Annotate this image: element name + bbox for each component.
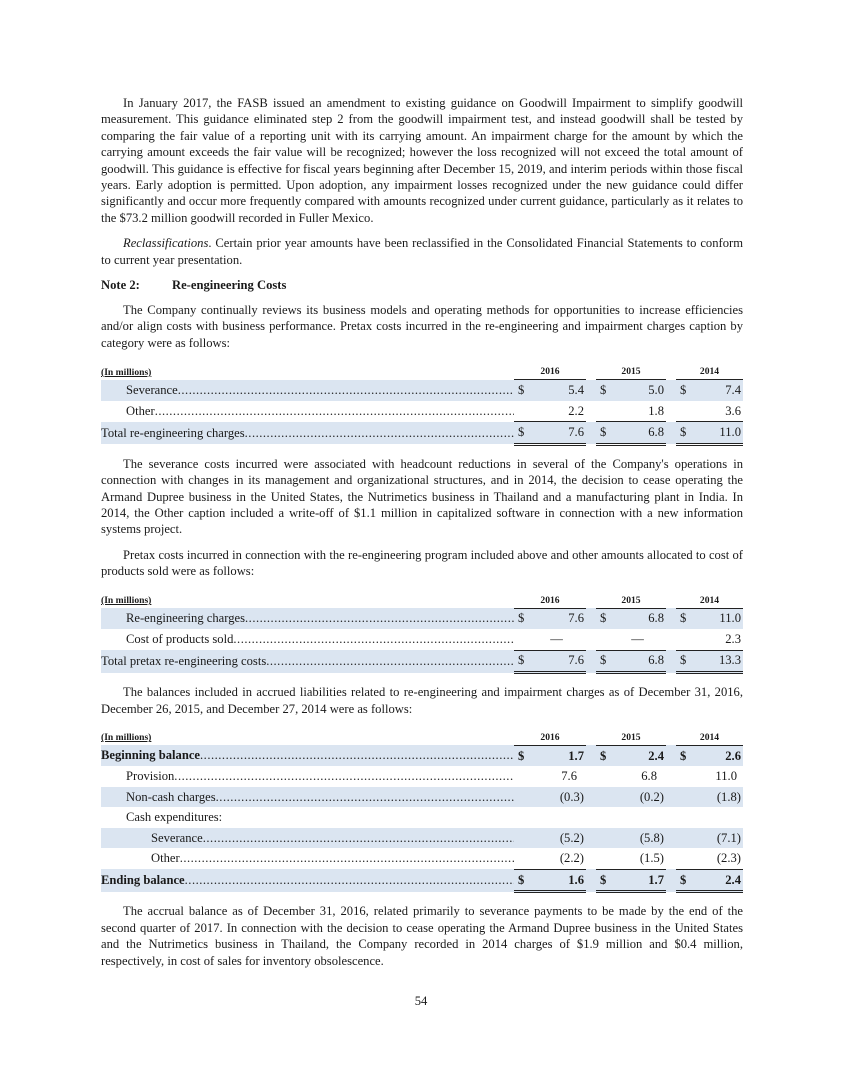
year-header: 2014 [676, 590, 743, 609]
row-label: Other [151, 851, 180, 866]
year-header: 2014 [676, 727, 743, 746]
note-title: Re-engineering Costs [172, 278, 287, 293]
year-header: 2015 [596, 727, 666, 746]
table-row [101, 650, 743, 673]
table-row [101, 869, 743, 892]
currency-symbol: $ [596, 650, 611, 673]
currency-symbol: $ [676, 869, 691, 892]
cell-value: 6.8 [611, 650, 666, 673]
cell-value: 5.4 [529, 380, 586, 401]
row-label: Severance [151, 830, 203, 845]
note2-intro-paragraph: The Company continually reviews its business models and operating methods for opportunities to increase efficiencies and/or align costs with business performance. Pretax costs incurred in the re-engineering and impairment charges caption by category were as follows: [101, 303, 743, 350]
cell-value: (1.8) [691, 787, 743, 808]
currency-symbol: $ [596, 745, 611, 766]
cell-value: 11.0 [715, 769, 737, 784]
page-number: 54 [414, 994, 428, 1008]
goodwill-paragraph: In January 2017, the FASB issued an amendment to existing guidance on Goodwill Impairment to simplify goodwill measurement. This guidance eliminated step 2 from the goodwill impairment test, and instead goodwill shall be tested by comparing the fair value of a reporting unit with its carrying amount. An impairment charge for the amount by which the carrying amount exceeds the fair value will be recognized; however the loss recognized will not exceed the total amount of goodwill. This guidance is effective for fiscal years beginning after December 15, 2019, and interim periods within those fiscal years. Early adoption is permitted. Upon adoption, any impairment losses recognized under the new guidance could differ significantly and occur more frequently compared with amounts recognized under current guidance, particularly as it relates to the $73.2 million goodwill recorded in Fuller Mexico. [101, 96, 743, 225]
severance-detail-paragraph: The severance costs incurred were associated with headcount reductions in several of the Company's operations in connection with changes in its management and organizational structures, and in 2014, the decision to cease operating the Armand Dupree business in the United States, the Nutrimetics business in Thailand and a manufacturing plant in India. In 2014, the Other caption included a write-off of $1.1 million in capitalized software in connection with a new information systems project. [101, 456, 743, 537]
cell-value: 7.4 [691, 380, 743, 401]
currency-symbol: $ [514, 380, 529, 401]
cell-value: 2.4 [611, 745, 666, 766]
cell-value: (5.2) [529, 828, 586, 849]
row-label: Other [126, 403, 155, 418]
unit-label: (In millions) [101, 732, 152, 744]
currency-symbol: $ [676, 380, 691, 401]
cell-value: 6.8 [611, 422, 666, 445]
accrual-paragraph: The accrual balance as of December 31, 2016, related primarily to severance payments to be made by the end of the second quarter of 2017. In connection with the decision to cease operating the Armand Dupree business in the United States and the Nutrimetics business in Thailand, the Company recorded in 2014 charges of $1.9 million and $0.4 million, respectively, in cost of sales for inventory obsolescence. [101, 904, 743, 968]
cell-value: 7.6 [529, 650, 586, 673]
year-header: 2014 [676, 361, 743, 380]
unit-label: (In millions) [101, 366, 152, 378]
row-label: Cost of products sold [126, 632, 234, 647]
cell-value: 6.8 [611, 608, 666, 629]
cell-value: 2.4 [691, 869, 743, 892]
table-row [101, 807, 743, 828]
currency-symbol: $ [514, 650, 529, 673]
currency-symbol: $ [676, 608, 691, 629]
table-row [101, 787, 743, 808]
row-label: Total re-engineering charges [101, 425, 245, 440]
cell-value: 7.6 [529, 608, 586, 629]
cell-value: 13.3 [691, 650, 743, 673]
balances-intro-paragraph: The balances included in accrued liabilities related to re-engineering and impairment charges as of December 31, 2016, December 26, 2015, and December 27, 2014 were as follows: [101, 685, 743, 716]
accrued-balances-table [101, 727, 743, 894]
cell-value: 1.7 [611, 869, 666, 892]
table-row [101, 608, 743, 629]
cell-value: (2.2) [559, 851, 584, 866]
table-row [101, 828, 743, 849]
cell-value: 3.6 [725, 403, 741, 418]
table-row [101, 629, 743, 650]
reclassifications-label: Reclassifications [123, 236, 209, 251]
cell-value: 7.6 [561, 769, 577, 784]
currency-symbol: $ [514, 608, 529, 629]
table-row [101, 766, 743, 787]
note-number: Note 2: [101, 278, 140, 293]
cell-value: 1.6 [529, 869, 586, 892]
year-header: 2015 [596, 590, 666, 609]
row-label: Severance [126, 382, 178, 397]
cell-value: — [550, 631, 563, 646]
table-row [101, 401, 743, 422]
currency-symbol: $ [514, 869, 529, 892]
table-row [101, 745, 743, 766]
cell-value: 11.0 [691, 608, 743, 629]
row-label: Provision [126, 769, 175, 784]
currency-symbol: $ [676, 650, 691, 673]
row-label: Non-cash charges [126, 789, 216, 804]
currency-symbol: $ [596, 422, 611, 445]
pretax-costs-table [101, 590, 743, 675]
table-row [101, 380, 743, 401]
cell-value: 1.7 [529, 745, 586, 766]
year-header: 2016 [514, 727, 586, 746]
cell-value: (0.2) [611, 787, 666, 808]
cell-value: (2.3) [716, 851, 741, 866]
cell-value: 1.8 [648, 403, 664, 418]
cell-value: (0.3) [529, 787, 586, 808]
document-page [101, 95, 743, 969]
cell-value: 7.6 [529, 422, 586, 445]
currency-symbol: $ [596, 380, 611, 401]
cell-value: 2.3 [725, 631, 741, 646]
cell-value: 6.8 [641, 769, 657, 784]
currency-symbol: $ [514, 745, 529, 766]
reclassifications-paragraph [101, 235, 743, 268]
reengineering-charges-table [101, 361, 743, 446]
note-heading [101, 277, 743, 293]
reclassifications-text: . Certain prior year amounts have been reclassified in the Consolidated Financial Statements to conform to current year presentation. [101, 236, 743, 267]
year-header: 2015 [596, 361, 666, 380]
row-label: Cash expenditures: [126, 810, 223, 825]
row-label: Re-engineering charges [126, 611, 246, 626]
table-row [101, 422, 743, 445]
cell-value: (5.8) [611, 828, 666, 849]
pretax-intro-paragraph: Pretax costs incurred in connection with the re-engineering program included above and other amounts allocated to cost of products sold were as follows: [101, 547, 743, 579]
row-label: Total pretax re-engineering costs [101, 653, 267, 668]
currency-symbol: $ [676, 422, 691, 445]
cell-value: 2.6 [691, 745, 743, 766]
year-header: 2016 [514, 361, 586, 380]
cell-value: (1.5) [639, 851, 664, 866]
currency-symbol: $ [514, 422, 529, 445]
table-row [101, 848, 743, 869]
currency-symbol: $ [596, 869, 611, 892]
row-label: Ending balance [101, 873, 185, 888]
unit-label: (In millions) [101, 595, 152, 607]
row-label: Beginning balance [101, 748, 201, 763]
cell-value: (7.1) [691, 828, 743, 849]
currency-symbol: $ [596, 608, 611, 629]
year-header: 2016 [514, 590, 586, 609]
cell-value: 5.0 [611, 380, 666, 401]
currency-symbol: $ [676, 745, 691, 766]
cell-value: 11.0 [691, 422, 743, 445]
cell-value: — [631, 631, 644, 646]
cell-value: 2.2 [568, 403, 584, 418]
